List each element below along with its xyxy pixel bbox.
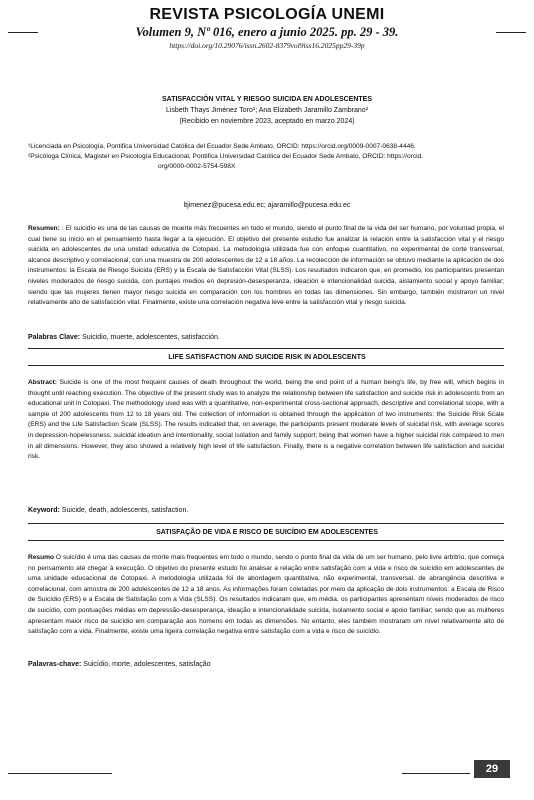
- journal-doi[interactable]: https://doi.org/10.29076/issn.2602-8379vol9iss16.2025pp29-39p: [169, 41, 365, 50]
- portuguese-keywords-text: Suicídio, morte, adolescentes, satisfação: [81, 661, 211, 668]
- article-title: SATISFACCIÓN VITAL Y RIESGO SUICIDA EN ADOLESCENTES: [161, 96, 373, 103]
- affiliation-2-cont: org/0000-0002-5754-598X: [158, 163, 236, 170]
- affiliation-1: ¹Licenciada en Psicología, Pontifica Universidad Católica del Ecuador Sede Ambato, ORCID: https://orcid.org/0009-0007-0638-4446.: [28, 143, 416, 150]
- spanish-keywords-label: Palabras Clave:: [28, 334, 81, 341]
- spanish-abstract-text: : El suicidio es una de las causas de muerte más frecuentes en todo el mundo, siendo el punto final de la vida del ser humano, por voluntad propia, el cual tiene su inicio en el pensamiento hasta llegar a la ejecución. El objetivo del presente estudio fue analizar la relación entre la satisfacción vital y el riesgo suicida en adolescentes de una unidad educativa de Cotopaxi. La metodología utilizada fue con enfoque cuantitativo, no experimental de corte transversal, alcance descriptivo y correlacional, con una muestra de 200 adolescentes de 12 a 18 años. La recolección de información se obtuvo mediante la aplicación de dos instrumentos: la Escala de Riesgo Suicida (ERS) y la Escala de Satisfacción Vital (SLSS). Los resultados indicaron que, en promedio, los participantes presentan niveles moderados de riesgo suicida, con puntajes medios en depresión-desesperanza, ideación e intencionalidad suicida, aislamiento social y apoyo familiar; siendo que las mujeres tienen mayor riesgo suicida en comparación con los hombres en todas las dimensiones. Sin embargo, también mostraron un nivel relativamente alto de satisfacción vital. Finalmente, existe una correlación negativa leve entre la satisfacción vital y riesgo suicida.: [28, 225, 504, 307]
- journal-title: REVISTA PSICOLOGÍA UNEMI: [149, 6, 385, 23]
- portuguese-keywords-label: Palavras-chave:: [28, 661, 82, 668]
- english-title-rule-bottom: [28, 365, 504, 366]
- portuguese-title-rule-bottom: [28, 540, 504, 541]
- english-keywords: [28, 506, 504, 516]
- spanish-keywords: [28, 333, 504, 343]
- affiliations: [28, 142, 504, 172]
- english-keywords-label: Keyword:: [28, 507, 60, 514]
- portuguese-title: SATISFAÇÃO DE VIDA E RISCO DE SUICÍDIO EM ADOLESCENTES: [156, 529, 378, 536]
- article-received: (Recibido en noviembre 2023, aceptado en marzo 2024): [179, 118, 355, 125]
- english-abstract-label: Abstract:: [28, 379, 57, 386]
- footer-rule-right: [402, 773, 470, 774]
- author-emails: ltjimenez@pucesa.edu.ec; ajaramillo@pucesa.edu.ec: [183, 202, 351, 209]
- spanish-keywords-text: Suicidio, muerte, adolescentes, satisfacción.: [80, 334, 220, 341]
- footer-rule-left: [8, 773, 112, 774]
- journal-volume: Volumen 9, Nº 016, enero a junio 2025. pp. 29 - 39.: [135, 25, 399, 39]
- portuguese-title-rule: [28, 523, 504, 524]
- page-number: 29: [474, 760, 510, 778]
- affiliation-2: ²Psicóloga Clínica, Magister en Psicología Educacional, Pontifica Universidad Católica del Ecuador Sede Ambato, ORCID: https://orcid.: [28, 153, 424, 160]
- article-authors: Lisbeth Thays Jiménez Toro¹; Ana Elizabeth Jaramillo Zambrano²: [165, 107, 369, 114]
- portuguese-abstract-text: O suicídio é uma das causas de morte mais frequentes em todo o mundo, sendo o ponto final da vida de um ser humano, pelo livre arbítrio, que começa no pensamento até chegar à execução. O objetivo do presente estudo foi analisar a relação entre satisfação com a vida e risco de suicídio em adolescentes de uma unidade educacional de Cotopaxi. A metodologia utilizada foi de abordagem quantitativa, não experimental, transversal, de abrangência descritiva e correlacional, com amostra de 200 adolescentes de 12 a 18 anos. As informações foram coletadas por meio da aplicação de dois instrumentos: a Escala de Risco de Suicídio (ERS) e a Escala de Satisfação com a Vida (SLSS). Os resultados indicaram que, em média, os participantes apresentam níveis moderados de risco de suicídio, com pontuações médias em depressão-desesperança, ideação e intencionalidade suicida, isolamento social e apoio familiar; sendo que as mulheres apresentam maior risco de suicídio em comparação aos homens em todas as dimensões. No entanto, eles também mostraram um nível relativamente alto de satisfação com a vida. Finalmente, existe uma ligeira correlação negativa entre satisfação com a vida e risco de suicídio.: [28, 554, 504, 636]
- english-title-rule: [28, 348, 504, 349]
- spanish-abstract-label: Resumen:: [28, 225, 60, 232]
- portuguese-abstract: [28, 553, 504, 638]
- english-abstract-text: Suicide is one of the most frequent causes of death throughout the world, being the end point of a human being's life, by free will, which begins in thought until reaching execution. The objective of the present study was to analyze the relationship between life satisfaction and suicide risk in adolescents from an educational unit in Cotopaxi. The methodology used was with a quantitative, non-experimental cross-sectional approach, descriptive and correlational scope, with a sample of 200 adolescents from 12 to 18 years old. The collection of information is obtained through the application of two instruments: the Suicide Risk Scale (ERS) and the Life Satisfaction Scale (SLSS). The results indicated that, on average, the participants present moderate levels of suicidal risk, with average scores in depression-hopelessness, suicidal ideation and intentionality, social isolation and family support; being that women have a higher suicidal risk compared to men in all dimensions. However, they also showed a relatively high level of life satisfaction. Finally, there is a negative correlation between life satisfaction and suicidal risk.: [28, 379, 504, 461]
- portuguese-abstract-label: Resumo: [28, 554, 55, 561]
- portuguese-keywords: [28, 660, 504, 670]
- english-keywords-text: Suicide, death, adolescents, satisfaction.: [59, 507, 189, 514]
- spanish-abstract: [28, 224, 504, 309]
- english-abstract: [28, 378, 504, 463]
- english-title: LIFE SATISFACTION AND SUICIDE RISK IN ADOLESCENTS: [168, 354, 366, 361]
